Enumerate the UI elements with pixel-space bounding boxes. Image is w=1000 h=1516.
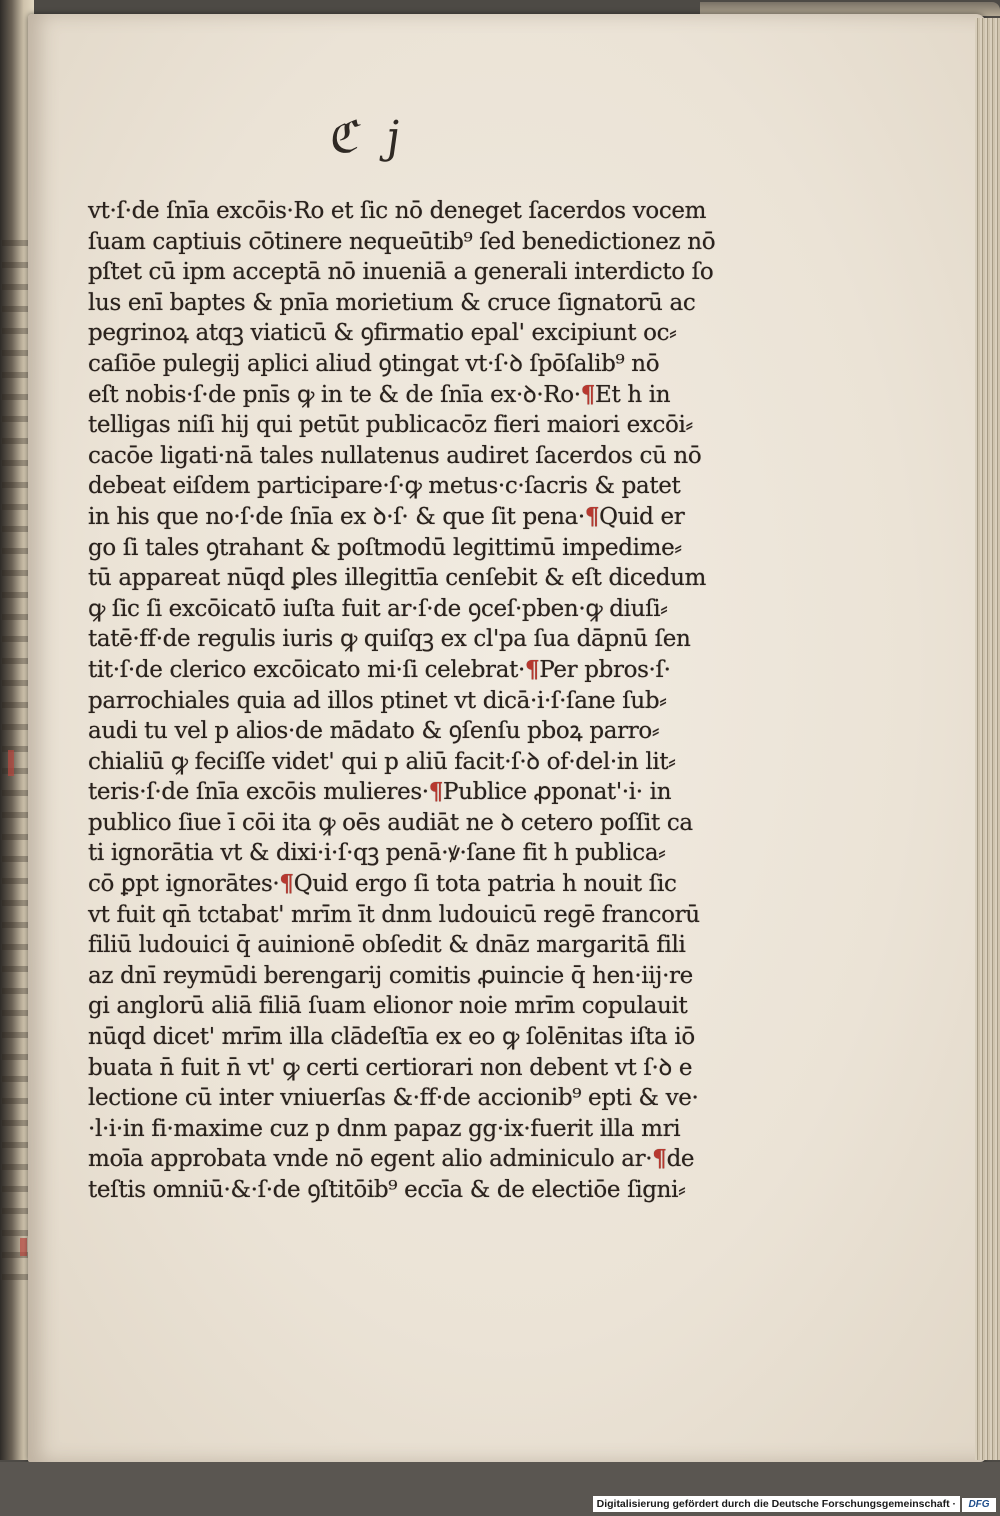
text-segment: Publice ꝓponat'·i· in [443, 779, 672, 806]
text-segment: cacōe ligati·nā tales nullatenus audiret ſacerdos cū nō [88, 442, 702, 469]
text-segment: debeat eiſdem participare·ſ·ꝙ metus·c·ſacris & patet [88, 473, 681, 500]
text-segment: audi tu vel p alios·de mādato & ꝯſenſu pboꝝ parro⸗ [88, 718, 660, 745]
text-line [88, 288, 708, 319]
rubric-paragraph-mark: ¶ [580, 380, 596, 408]
text-line [88, 196, 708, 227]
text-line [88, 1022, 708, 1053]
text-segment: vt fuit qn̄ tctabat' mrīm īt dnm ludouicū regē francorū [88, 901, 700, 928]
text-segment: Quid er [599, 503, 685, 530]
text-line [88, 869, 708, 900]
text-line [88, 991, 708, 1022]
text-segment: nūqd dicet' mrīm illa clādeſtīa ex eo ꝙ ſolēnitas iſta iō [88, 1024, 695, 1051]
text-segment: telligas niſi hij qui petūt publicacōz fieri maiori excōi⸗ [88, 412, 693, 439]
text-line [88, 900, 708, 931]
text-line [88, 808, 708, 839]
text-line [88, 349, 708, 380]
text-line [88, 624, 708, 655]
text-segment: tit·ſ·de clerico excōicato mi·ſi celebrat· [88, 656, 525, 683]
text-segment: caſiōe pulegij aplici aliud ꝯtingat vt·ſ·ꝺ ſpōſalib⁹ nō [88, 350, 660, 377]
page-edges [975, 18, 1000, 1460]
text-segment: buata n̄ fuit n̄ vt' ꝙ certi certiorari non debent vt ſ·ꝺ e [88, 1054, 693, 1081]
text-segment: moīa approbata vnde nō egent alio adminiculo ar· [88, 1146, 653, 1173]
text-segment: parrochiales quia ad illos ptinet vt dicā·i·ſ·ſane ſub⸗ [88, 687, 667, 714]
rubric-paragraph-mark: ¶ [524, 655, 540, 683]
rubric-paragraph-mark: ¶ [652, 1145, 667, 1173]
rubric-paragraph-mark: ¶ [584, 502, 600, 530]
text-line [88, 441, 708, 472]
text-line [88, 930, 708, 961]
text-segment: eſt nobis·ſ·de pnīs ꝙ in te & de ſnīa ex·ꝺ·Ro· [88, 381, 581, 408]
text-segment: tū appareat nūqd ꝑles illegittīa cenſebit & eſt dicedum [88, 565, 706, 592]
dfg-credit-text[interactable]: Digitalisierung gefördert durch die Deutsche Forschungsgemeinschaft · [593, 1496, 960, 1512]
text-line [88, 594, 708, 625]
text-segment: az dnī reymūdi berengarij comitis ꝓuincie q̄ hen·iij·re [88, 962, 693, 989]
text-line [88, 838, 708, 869]
text-column [88, 196, 716, 1206]
facing-page-rubric-mark [20, 1238, 27, 1256]
text-segment: publico ſiue ī cōi ita ꝙ oēs audiāt ne ꝺ cetero poſſit ca [88, 809, 693, 836]
text-segment: lus enī baptes & pnīa morietium & cruce ſignatorū ac [88, 289, 696, 316]
text-segment: gi anglorū aliā filiā ſuam elionor noie mrīm copulauit [88, 993, 688, 1020]
text-segment: in his que no·ſ·de ſnīa ex ꝺ·ſ· & que ſit pena· [88, 503, 585, 530]
text-segment: cō ꝑpt ignorātes· [88, 871, 280, 898]
text-segment: pſtet cū ipm acceptā nō inueniā a generali interdicto ſo [88, 259, 714, 286]
text-segment: filiū ludouici q̄ auinionē obſedit & dnāz margaritā fili [88, 932, 686, 959]
text-line [88, 716, 708, 747]
folio-mark: ℭ j [326, 112, 411, 163]
text-line [88, 777, 708, 808]
text-segment: de [666, 1146, 695, 1173]
rubric-paragraph-mark: ¶ [428, 778, 444, 806]
text-segment: teſtis omniū·&·ſ·de ꝯſtitōib⁹ eccīa & de electiōe ſigni⸗ [88, 1177, 686, 1203]
text-segment: go ſi tales ꝯtrahant & poſtmodū legittimū impedime⸗ [88, 534, 682, 561]
text-segment: ꝙ ſic ſi excōicatō iuſta fuit ar·ſ·de ꝯceſ·pben·ꝙ diuſi⸗ [88, 595, 668, 622]
facing-page-text [2, 240, 30, 1280]
facing-page-rubric-mark [8, 750, 14, 776]
text-line [88, 1083, 708, 1114]
text-line [88, 257, 714, 288]
text-segment: Et h in [595, 381, 671, 408]
text-segment: chialiū ꝙ feciſſe videt' qui p aliū facit·ſ·ꝺ of·del·in lit⸗ [88, 748, 676, 775]
text-line [88, 1053, 708, 1084]
text-line [88, 1144, 708, 1175]
text-segment: ti ignorātia vt & dixi·i·ſ·qꝫ penā·ꝟ·ſane fit h publica⸗ [88, 840, 666, 867]
text-segment: teris·ſ·de ſnīa excōis mulieres· [88, 779, 429, 806]
text-line [88, 380, 708, 411]
text-line [88, 533, 708, 564]
text-line [88, 227, 716, 258]
text-line [88, 747, 708, 778]
text-line [88, 1114, 708, 1145]
text-line [88, 410, 708, 441]
text-segment: Quid ergo ſi tota patria h nouit ſic [293, 871, 677, 898]
text-line [88, 655, 708, 686]
viewer-footer-bar [0, 1462, 1000, 1516]
text-line [88, 563, 708, 594]
text-line [88, 502, 708, 533]
text-segment: ·l·i·in fi·maxime cuz p dnm papaz gg·ix·fuerit illa mri [88, 1115, 681, 1142]
rubric-paragraph-mark: ¶ [279, 870, 294, 898]
text-line [88, 318, 708, 349]
text-line [88, 471, 708, 502]
text-segment: tatē·ff·de regulis iuris ꝙ quiſqꝫ ex cl'pa ſua dāpnū ſen [88, 626, 691, 653]
dfg-logo[interactable]: DFG [962, 1498, 996, 1512]
text-line [88, 686, 708, 717]
text-segment: lectione cū inter vniuerſas &·ff·de accionib⁹ epti & ve· [88, 1085, 699, 1112]
text-line [88, 961, 708, 992]
text-segment: pegrinoꝝ atqꝫ viaticū & ꝯfirmatio epal' excipiunt oc⸗ [88, 320, 677, 347]
text-segment: vt·ſ·de ſnīa excōis·Ro et ſic nō deneget ſacerdos vocem [88, 198, 707, 224]
text-segment: Per pbros·ſ· [539, 656, 671, 683]
text-line [88, 1175, 708, 1206]
text-segment: ſuam captiuis cōtinere nequeūtib⁹ ſed benedictionez nō [88, 228, 716, 255]
